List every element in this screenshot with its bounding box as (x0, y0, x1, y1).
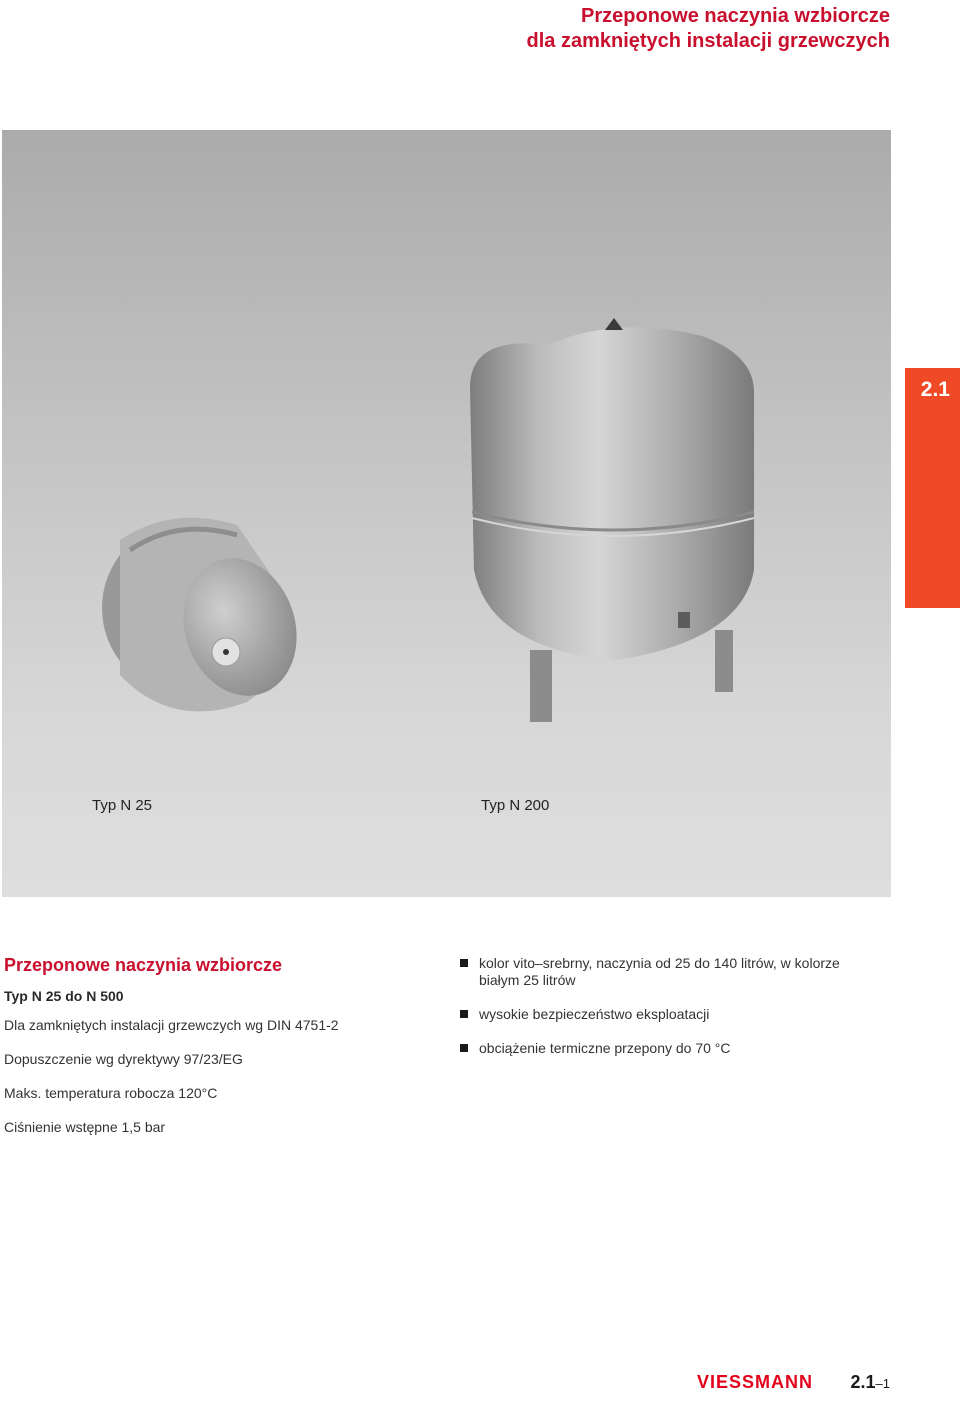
section-title: Przeponowe naczynia wzbiorcze (4, 955, 283, 975)
bullet-square-icon (460, 1044, 468, 1052)
page-header (527, 4, 890, 54)
section-subtitle: Typ N 25 do N 500 (4, 988, 124, 1004)
product-description (4, 955, 434, 1153)
spec-line: Ciśnienie wstępne 1,5 bar (4, 1119, 166, 1135)
vessel-n25 (102, 518, 314, 712)
product-photo (2, 130, 891, 897)
header-title-line1: Przeponowe naczynia wzbiorcze (581, 5, 890, 27)
vessel-n200 (470, 318, 754, 722)
caption-n25: Typ N 25 (92, 797, 153, 814)
feature-item: wysokie bezpieczeństwo eksploatacji (460, 1006, 860, 1023)
section-tab (905, 368, 960, 608)
bullet-square-icon (460, 959, 468, 967)
section-tab-label: 2.1 (920, 378, 950, 401)
spec-line: Dopuszczenie wg dyrektywy 97/23/EG (4, 1051, 243, 1067)
feature-item: kolor vito–srebrny, naczynia od 25 do 140 litrów, w kolorze białym 25 litrów (460, 955, 860, 989)
feature-list (460, 955, 860, 1074)
vessels-illustration (2, 130, 891, 897)
page-number-sub: –1 (875, 1376, 890, 1391)
feature-item: obciążenie termiczne przepony do 70 °C (460, 1040, 860, 1057)
spec-line: Maks. temperatura robocza 120°C (4, 1085, 218, 1101)
page-number (851, 1372, 891, 1393)
caption-n200: Typ N 200 (481, 797, 550, 814)
spec-line: Dla zamkniętych instalacji grzewczych wg DIN 4751-2 (4, 1017, 339, 1033)
viessmann-logo: VIESSMANN (697, 1372, 814, 1392)
header-title-line2: dla zamkniętych instalacji grzewczych (526, 30, 890, 52)
page-number-main: 2.1 (850, 1372, 876, 1392)
bullet-square-icon (460, 1010, 468, 1018)
